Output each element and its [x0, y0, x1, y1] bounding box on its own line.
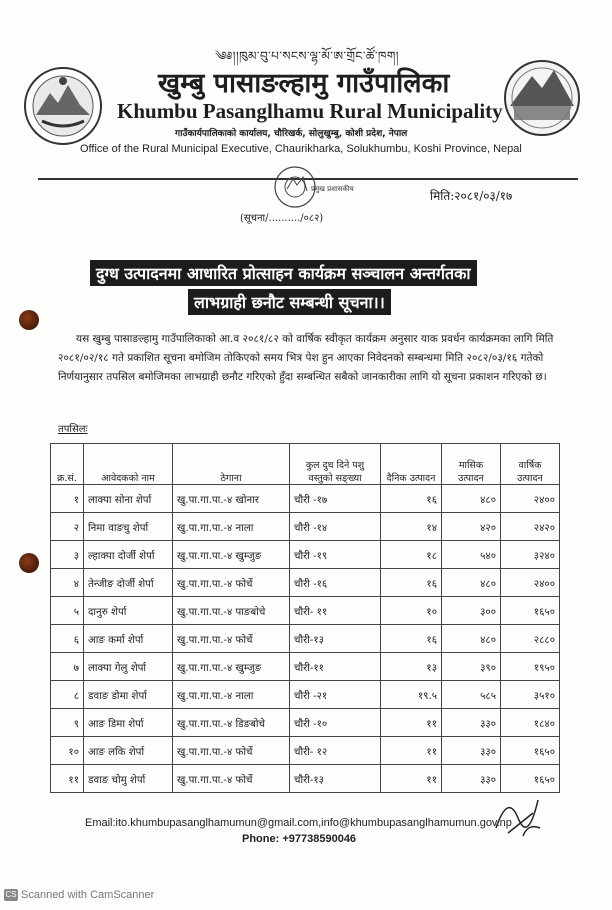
table-row [51, 709, 560, 737]
cell-daily: ११ [381, 765, 442, 793]
municipality-name-english: Khumbu Pasanglhamu Rural Municipality [117, 99, 503, 123]
cell-sn: ९ [51, 709, 84, 737]
footer-email: Email:ito.khumbupasanglhamumun@gmail.com,info@khumbupasanglhamumun.gov.np [85, 817, 512, 829]
cell-yearly: १६५० [501, 765, 560, 793]
cell-yearly: २८८० [501, 625, 560, 653]
col-cattle: कुल दुध दिने पशु वस्तुको सङ्ख्या [290, 444, 381, 485]
cell-cattle: चौरी- ११ [290, 597, 381, 625]
cell-yearly: १८४० [501, 709, 560, 737]
cell-monthly: ३३० [442, 737, 501, 765]
cell-address: खु.पा.गा.पा.-४ फोर्चे [173, 569, 290, 597]
cell-daily: १९.५ [381, 681, 442, 709]
camscanner-watermark [4, 889, 154, 901]
cell-monthly: ३३० [442, 709, 501, 737]
cell-yearly: १६५० [501, 737, 560, 765]
cell-monthly: ३३० [442, 765, 501, 793]
cell-name: ल्हाक्पा दोर्जी शेर्पा [84, 541, 173, 569]
cell-name: तेन्जीङ दोर्जी शेर्पा [84, 569, 173, 597]
cell-yearly: २४०० [501, 569, 560, 597]
table-row [51, 625, 560, 653]
table-row [51, 541, 560, 569]
cell-name: लाक्पा सोना शेर्पा [84, 485, 173, 513]
nepal-emblem-logo [22, 65, 104, 147]
cell-cattle: चौरी -१९ [290, 541, 381, 569]
punch-hole [19, 553, 39, 573]
cell-sn: ८ [51, 681, 84, 709]
cell-address: खु.पा.गा.पा.-४ खुम्जुङ [173, 541, 290, 569]
cell-cattle: चौरी- १२ [290, 737, 381, 765]
col-name: आवेदकको नाम [84, 444, 173, 485]
cell-name: आङ लकि शेर्पा [84, 737, 173, 765]
cell-name: डवाङ चोमु शेर्पा [84, 765, 173, 793]
table-row [51, 597, 560, 625]
address-nepali: गाउँकार्यपालिकाको कार्यालय, चौरिखर्क, सोलुखुम्बु, कोशी प्रदेश, नेपाल [175, 129, 408, 139]
cell-daily: १३ [381, 653, 442, 681]
cell-sn: ११ [51, 765, 84, 793]
notice-body: यस खुम्बु पासाङल्हामु गाउँपालिकाको आ.व २०८१/८२ को वार्षिक स्वीकृत कार्यक्रम अनुसार याक प्रवर्धन कार्यक्रमका लागि मिति २०८१/०२/१८ गते प्रकाशित सूचना बमोजिम तोकिएको समय भित्र पेश हुन आएका निवेदनको सम्बन्धमा मिति २०८२/०३/१६ गतेको निर्णयानुसार तपसिल बमोजिमका लाभग्राही छनौट गरिएको हुँदा सम्बन्धित सबैको जानकारीका लागि यो सूचना प्रकाशन गरिएको छ। [58, 333, 554, 383]
municipality-logo [502, 58, 582, 138]
cell-sn: ७ [51, 653, 84, 681]
tibetan-title: ༄༅།།ཁུམ་བུ་པ་སངས་ལྷ་མོ་ཨ་གྲོང་ཚོ་ཁག། [215, 49, 399, 63]
cell-yearly: २४०० [501, 485, 560, 513]
cell-sn: ४ [51, 569, 84, 597]
footer-phone: Phone: +97738590046 [242, 833, 357, 845]
cell-daily: १० [381, 597, 442, 625]
svg-text:प्रमुख प्रशासकीय: प्रमुख प्रशासकीय [311, 185, 354, 193]
cell-yearly: ३५१० [501, 681, 560, 709]
cell-cattle: चौरी -१६ [290, 569, 381, 597]
table-row [51, 765, 560, 793]
col-yearly: वार्षिक उत्पादन [501, 444, 560, 485]
cell-daily: ११ [381, 737, 442, 765]
cell-cattle: चौरी-१३ [290, 765, 381, 793]
col-monthly: मासिक उत्पादन [442, 444, 501, 485]
cell-address: खु.पा.गा.पा.-४ नाला [173, 681, 290, 709]
cell-address: खु.पा.गा.पा.-४ फोर्चे [173, 737, 290, 765]
cell-sn: ६ [51, 625, 84, 653]
cell-cattle: चौरी-११ [290, 653, 381, 681]
notice-date: मिति:२०८१/०३/१७ [430, 189, 513, 203]
cell-yearly: १६५० [501, 597, 560, 625]
col-daily: दैनिक उत्पादन [381, 444, 442, 485]
cell-cattle: चौरी -१४ [290, 513, 381, 541]
cell-daily: ११ [381, 709, 442, 737]
cell-address: खु.पा.गा.पा.-४ खोनार [173, 485, 290, 513]
table-row [51, 737, 560, 765]
cell-name: दानुरु शेर्पा [84, 597, 173, 625]
punch-hole [19, 310, 39, 330]
cell-daily: १६ [381, 485, 442, 513]
cell-monthly: ५४० [442, 541, 501, 569]
cell-monthly: ५८५ [442, 681, 501, 709]
municipality-name-nepali: खुम्बु पासाङल्हामु गाउँपालिका [158, 68, 450, 99]
cell-sn: ३ [51, 541, 84, 569]
table-header-row [51, 444, 560, 485]
cell-monthly: ३०० [442, 597, 501, 625]
cell-address: खु.पा.गा.पा.-४ खुम्जुङ [173, 653, 290, 681]
cell-monthly: ४२० [442, 513, 501, 541]
camscanner-label: Scanned with CamScanner [21, 889, 155, 901]
cell-yearly: ३२४० [501, 541, 560, 569]
cell-yearly: २४२० [501, 513, 560, 541]
cell-cattle: चौरी-१३ [290, 625, 381, 653]
col-address: ठेगाना [173, 444, 290, 485]
cell-cattle: चौरी -२१ [290, 681, 381, 709]
table-row [51, 485, 560, 513]
table-row [51, 653, 560, 681]
cell-daily: १६ [381, 625, 442, 653]
cell-monthly: ४८० [442, 485, 501, 513]
cell-monthly: ४८० [442, 625, 501, 653]
camscanner-icon: CS [5, 890, 17, 900]
cell-name: लाक्पा गेलु शेर्पा [84, 653, 173, 681]
cell-daily: १४ [381, 513, 442, 541]
cell-daily: १८ [381, 541, 442, 569]
cell-monthly: ४८० [442, 569, 501, 597]
cell-sn: १ [51, 485, 84, 513]
table-row [51, 513, 560, 541]
cell-address: खु.पा.गा.पा.-४ नाला [173, 513, 290, 541]
col-sn: क्र.सं. [51, 444, 84, 485]
cell-address: खु.पा.गा.पा.-४ फोर्चे [173, 765, 290, 793]
details-label: तपसिलः [58, 424, 88, 435]
cell-yearly: १९५० [501, 653, 560, 681]
signature [488, 788, 548, 843]
cell-name: निमा वाङचु शेर्पा [84, 513, 173, 541]
cell-address: खु.पा.गा.पा.-४ फोर्चे [173, 625, 290, 653]
cell-sn: २ [51, 513, 84, 541]
cell-cattle: चौरी -१७ [290, 485, 381, 513]
cell-cattle: चौरी -१० [290, 709, 381, 737]
beneficiary-table [50, 443, 560, 793]
cell-address: खु.पा.गा.पा.-४ डिङबोचे [173, 709, 290, 737]
cell-sn: ५ [51, 597, 84, 625]
cell-daily: १६ [381, 569, 442, 597]
cell-sn: १० [51, 737, 84, 765]
address-english: Office of the Rural Municipal Executive, Chaurikharka, Solukhumbu, Koshi Province, Nepal [80, 143, 522, 155]
table-row [51, 569, 560, 597]
cell-address: खु.पा.गा.पा.-४ पाङबोचे [173, 597, 290, 625]
cell-name: आङ कर्मा शेर्पा [84, 625, 173, 653]
notice-heading-line1: दुग्ध उत्पादनमा आधारित प्रोत्साहन कार्यक्रम सञ्चालन अन्तर्गतका [90, 260, 477, 286]
cell-monthly: ३९० [442, 653, 501, 681]
notice-number: (सूचना/........../०८२) [240, 213, 324, 224]
table-row [51, 681, 560, 709]
notice-heading-line2: लाभग्राही छनौट सम्बन्धी सूचना।। [188, 289, 391, 315]
cell-name: आङ डिमा शेर्पा [84, 709, 173, 737]
cell-name: डवाङ डोमा शेर्पा [84, 681, 173, 709]
